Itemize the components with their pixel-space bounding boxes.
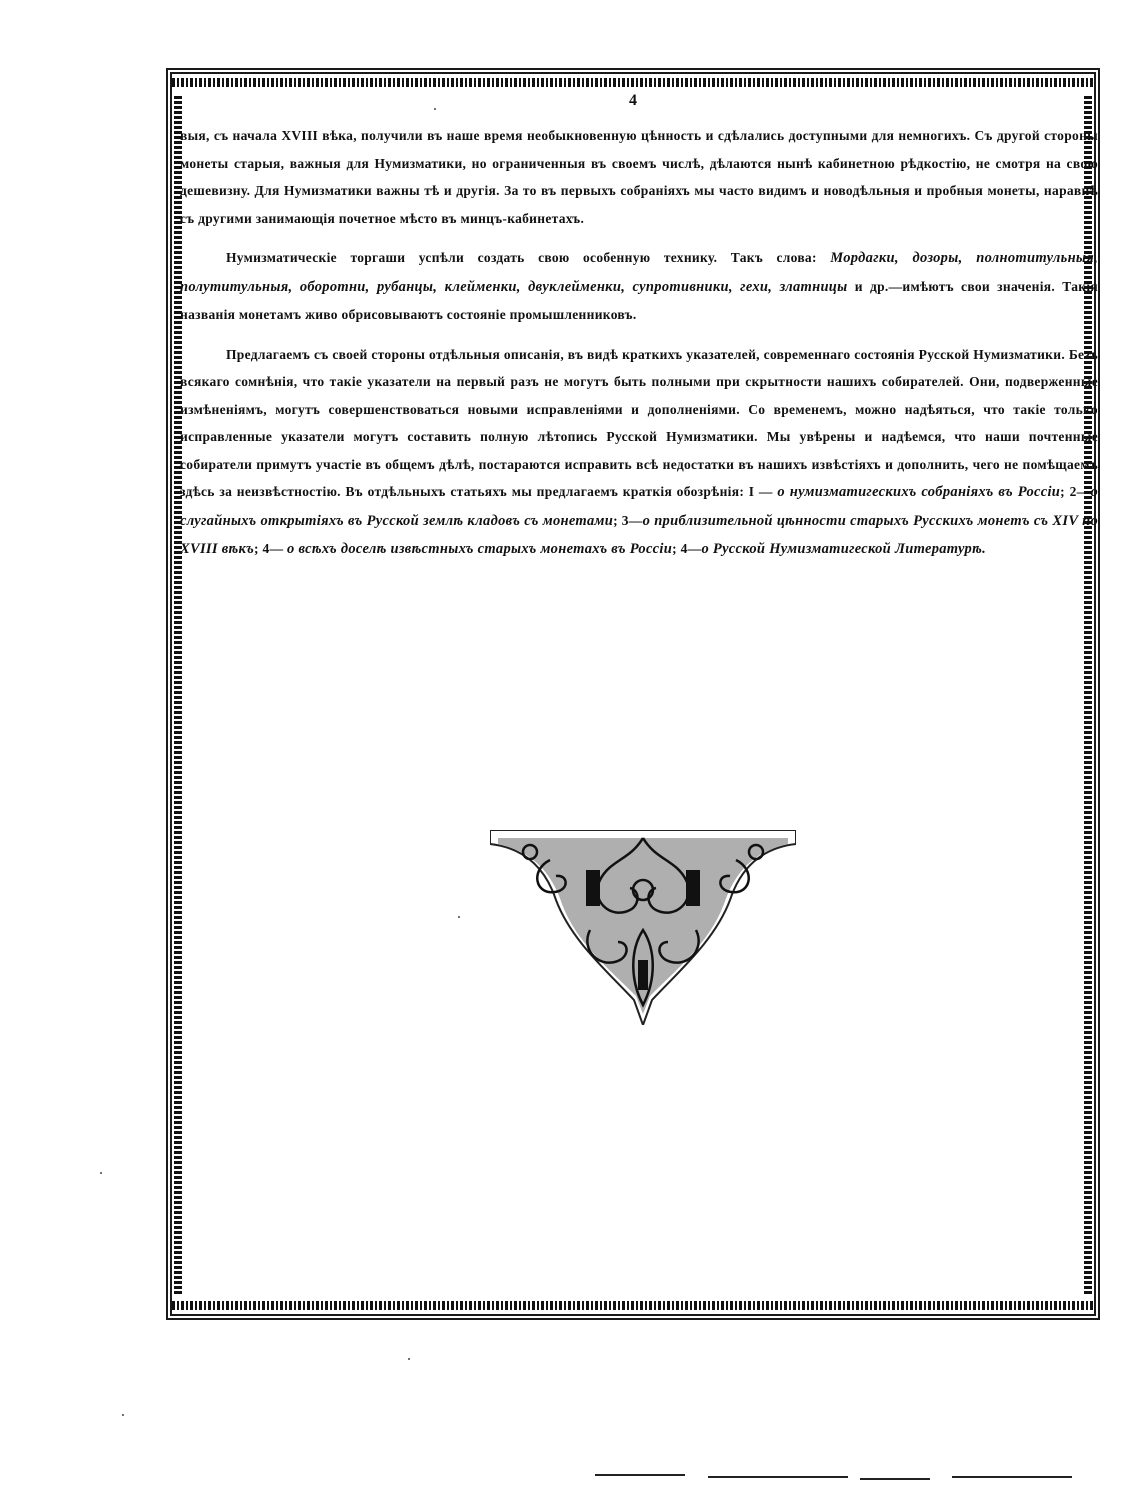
border-chain-bottom [172,1301,1094,1310]
italic-text-run: Мордагки, дозоры, полнотитульныя, полутитульныя, оборотни, рубанцы, клейменки, двуклейменки, супротивники, гехи, златницы [180,250,1098,295]
paragraph [180,341,1098,564]
scan-speck [458,916,460,918]
paragraph [180,244,1098,329]
text-run: ; 2— [1060,484,1091,499]
text-run: ; 3— [613,512,643,528]
scan-mark [595,1474,685,1476]
text-run: выя, съ начала XVIII вѣка, получили въ наше время необыкновенную цѣнность и сдѣлались доступными для немногихъ. Съ другой стороны монеты старыя, важныя для Нумизматики, но ограниченныя въ своемъ числѣ, дѣлаются нынѣ кабинетною рѣдкостію, не смотря на свою дешевизну. Для Нумизматики важны тѣ и другія. За то въ первыхъ собраніяхъ мы часто видимъ и новодѣльныя и пробныя монеты, наравнѣ съ другими занимающія почетное мѣсто въ минцъ-кабинетахъ. [180,128,1098,226]
scan-speck [100,1172,102,1174]
body-text [180,122,1098,564]
text-run: и др.—имѣютъ свои значенія. Такія названія монетамъ живо обрисовываютъ состояніе промышленниковъ. [180,278,1098,322]
text-run: ; 4— [254,541,288,556]
page-number: 4 [629,92,637,109]
scan-mark [952,1476,1072,1478]
scan-speck [122,1414,124,1416]
arabesque-tailpiece-icon [490,830,796,1025]
scan-speck [434,108,436,110]
paragraph [180,122,1098,232]
text-run: Нумизматическіе торгаши успѣли создать свою особенную технику. Такъ слова: [226,250,831,265]
italic-text-run: о всѣхъ доселѣ извѣстныхъ старыхъ монетахъ въ Россіи [287,541,673,557]
italic-text-run: о Русской Нумизматигеской Литературѣ. [701,541,986,557]
scan-mark [860,1478,930,1480]
text-run: ; 4— [672,541,702,556]
italic-text-run: о слугайныхъ открытіяхъ въ Русской землѣ кладовъ съ монетами [180,484,1098,529]
border-chain-top [172,78,1094,87]
scan-mark [708,1476,848,1478]
italic-text-run: о нумизматигескихъ собраніяхъ въ Россіи [777,484,1061,500]
text-run: Предлагаемъ съ своей стороны отдѣльныя описанія, въ видѣ краткихъ указателей, современнаго состоянія Русской Нумизматики. Безъ всякаго сомнѣнія, что такіе указатели на первый разъ не могутъ быть полными при скрытности нашихъ собирателей. Они, подверженные измѣненіямъ, могутъ совершенствоваться новыми исправленіями и дополненіями. Со временемъ, можно надѣяться, что такіе только исправленные указатели могутъ составить полную лѣтопись Русской Нумизматики. Мы увѣрены и надѣемся, что наши почтенные собиратели примутъ участіе въ общемъ дѣлѣ, постараются исправить всѣ недостатки въ нашихъ извѣстіяхъ и дополнить, чего не помѣщаемъ здѣсь за неизвѣстностію. Въ отдѣльныхъ статьяхъ мы предлагаемъ краткія обозрѣнія: I — [180,346,1098,499]
italic-text-run: о приблизительной цѣнности старыхъ Русскихъ монетъ съ XIV по XVIII вѣкъ [180,512,1099,557]
scan-speck [408,1358,410,1360]
